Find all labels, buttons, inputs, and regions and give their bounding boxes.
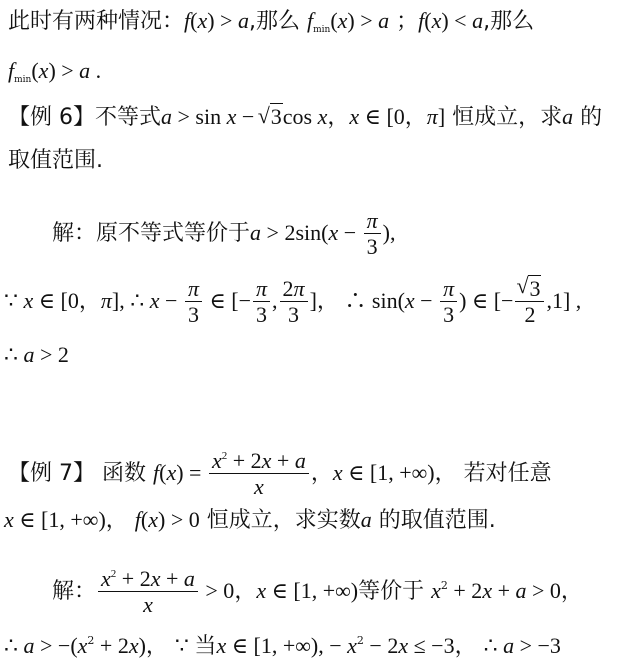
example6-solution-line-2: ∵ x ∈ [0，π], ∴ x − $\frac{\pi}{3}$ ∈ [− $\frac{\pi}{3}$ , $\frac{2\pi}{3}$ ]， ∴ sin(x − $\frac{\pi}{3}$ ) ∈ [− √ $\frac{3}{2}$ ,1] , xyxy=(4,276,581,328)
intro-line-2: $f_{min}(x) > a$ . xyxy=(8,58,102,85)
intro-line-1: 此时有两种情况：f(x) > a,那么 $f_{min}(x) > a$ ；f(x) < a,那么 xyxy=(8,8,535,35)
example7-problem-line-1: 【例 7】 函数 f(x) = $\frac{x^2 + 2x + a}{x}$ ，x ∈ [1, +∞)， 若对任意 xyxy=(8,448,552,500)
example6-label: 【例 6】 xyxy=(8,105,95,130)
example7-solution-line-2: ∴ $a > -(x^2 + 2x)$， ∵ 当x ∈ [1, +∞), − $x^2 - 2x \le -3$， ∴ a > −3 xyxy=(4,633,561,659)
example6-problem-line-2: 取值范围. xyxy=(8,148,103,173)
example6-solution-label: 解： xyxy=(52,220,97,246)
example6-solution-line-1: 解：原不等式等价于a > 2sin(x − $\frac{\pi}{3}$ ), xyxy=(52,208,396,260)
example6-problem-line-1: 【例 6】不等式a > sin x − √ 3cos x，x ∈ [0，π] 恒成立，求a 的 xyxy=(8,102,602,133)
example7-label: 【例 7】 xyxy=(8,460,95,486)
example7-solution-label: 解： xyxy=(52,578,97,604)
example6-solution-line-3: ∴ a > 2 xyxy=(4,342,69,367)
example7-solution-line-1: 解： $\frac{x^2 + 2x + a}{x}$ > 0，x ∈ [1, +∞)等价于 $x^2 + 2x + a > 0$， xyxy=(52,566,583,618)
example7-problem-line-2: x ∈ [1, +∞)， f(x) > 0 恒成立，求实数a 的取值范围. xyxy=(4,507,496,533)
